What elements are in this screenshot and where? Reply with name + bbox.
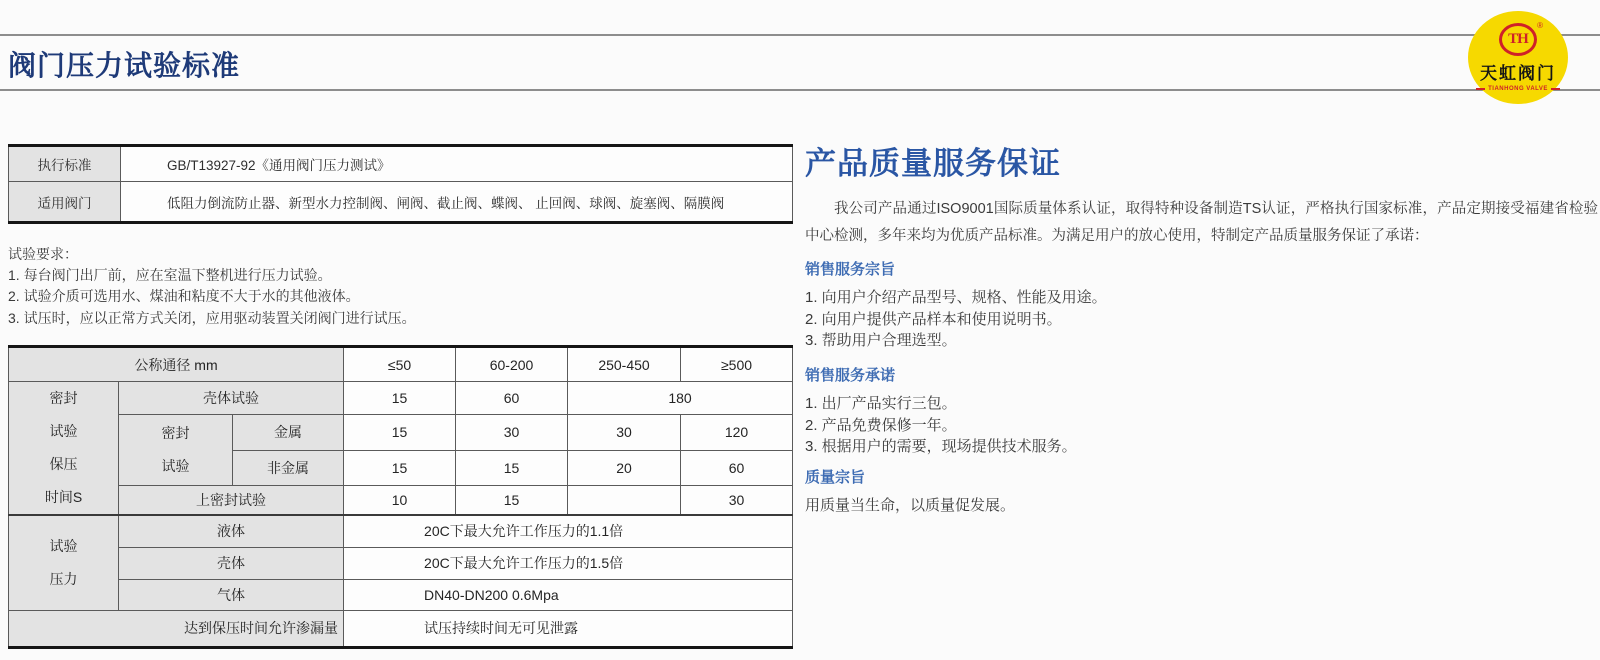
dash-icon [1476,88,1485,90]
table-row [9,382,793,415]
leakage-allowance-label: 达到保压时间允许渗漏量 [9,610,344,647]
nonmetal-value: 60 [681,450,793,485]
table-row [9,182,793,223]
liquid-label: 液体 [119,515,344,547]
section-heading: 销售服务承诺 [805,367,896,384]
table-row [9,515,793,547]
logo-subtitle-row [1476,86,1560,92]
quality-section-title: 产品质量服务保证 [805,146,1061,181]
shell-test-value-merged: 180 [568,382,793,415]
service-item: 3. 根据用户的需要，现场提供技术服务。 [805,438,1077,455]
service-item: 1. 向用户介绍产品型号、规格、性能及用途。 [805,289,1107,306]
nonmetal-value: 20 [568,450,681,485]
execution-standard-value: GB/T13927-92《通用阀门压力测试》 [121,146,793,182]
upper-seal-value: 10 [344,485,456,515]
shell-test-value: 15 [344,382,456,415]
table-row [9,610,793,647]
nonmetal-label: 非金属 [233,450,344,485]
registered-trademark-icon: ® [1537,21,1543,30]
section-heading: 销售服务宗旨 [805,261,896,278]
group-label-line: 试验 [49,423,78,439]
nominal-diameter-header-cell: 公称通径 mm [9,347,344,382]
nonmetal-value: 15 [456,450,568,485]
group-label-line: 试验 [161,457,190,474]
table-row [9,579,793,610]
shell-pressure-value: 20C下最大允许工作压力的1.5倍 [344,547,793,579]
test-requirements-heading: 试验要求： [8,246,78,262]
requirement-item: 2. 试验介质可选用水、煤油和粘度不大于水的其他液体。 [8,288,360,304]
seal-test-sublabel [119,415,233,486]
table-row [9,485,793,515]
diameter-col-header: 250-450 [568,347,681,382]
test-requirements [8,245,416,329]
requirement-item: 1. 每台阀门出厂前，应在室温下整机进行压力试验。 [8,266,332,283]
gas-label: 气体 [119,579,344,610]
seal-test-duration-group-label [9,382,119,516]
logo-subtitle: TIANHONG VALVE [1488,86,1548,92]
liquid-value: 20C下最大允许工作压力的1.1倍 [344,515,793,547]
execution-standard-label: 执行标准 [9,146,121,182]
sales-service-purpose-section [805,258,1505,352]
quality-purpose-section [805,466,1505,517]
applicable-valves-label: 适用阀门 [9,182,121,223]
logo-name: 天虹阀门 [1480,64,1556,83]
metal-value: 15 [344,415,456,451]
shell-test-value: 60 [456,382,568,415]
diameter-col-header: ≥500 [681,347,793,382]
diameter-col-header: 60-200 [456,347,568,382]
group-label-line: 试验 [49,537,78,554]
th-monogram: TH [1508,31,1528,47]
service-item: 2. 向用户提供产品样本和使用说明书。 [805,310,1062,328]
service-item: 2. 产品免费保修一年。 [805,416,957,434]
dash-icon [1551,88,1560,90]
requirement-item: 3. 试压时，应以正常方式关闭，应用驱动装置关闭阀门进行试压。 [8,309,416,326]
metal-value: 120 [681,415,793,451]
header-rule-top [0,34,1600,36]
group-label-line: 压力 [49,570,78,587]
service-item: 3. 帮助用户合理选型。 [805,332,957,349]
test-pressure-group-label [9,515,119,610]
service-item: 1. 出厂产品实行三包。 [805,395,957,412]
metal-value: 30 [568,415,681,451]
sales-service-commitment-section [805,364,1505,458]
shell-pressure-label: 壳体 [119,547,344,579]
table-row [9,347,793,382]
nonmetal-value: 15 [344,450,456,485]
quality-intro-paragraph: 我公司产品通过ISO9001国际质量体系认证，取得特种设备制造TS认证，严格执行国家标准，产品定期接受福建省检验中心检测，多年来均为优质产品标准。为满足用户的放心使用，特制定产品质量服务保证了承诺： [805,201,1598,244]
upper-seal-value-empty [568,485,681,515]
metal-label: 金属 [233,415,344,451]
table-row [9,415,793,451]
applicable-valves-value: 低阻力倒流防止器、新型水力控制阀、闸阀、截止阀、蝶阀、 止回阀、球阀、旋塞阀、隔膜阀 [121,182,793,223]
table-row [9,146,793,182]
leakage-allowance-value: 试压持续时间无可见泄露 [344,610,793,647]
gas-value: DN40-DN200 0.6Mpa [344,579,793,610]
upper-seal-test-label: 上密封试验 [119,485,344,515]
header-rule-bottom [0,89,1600,91]
upper-seal-value: 15 [456,485,568,515]
group-label-line: 密封 [49,390,78,406]
upper-seal-value: 30 [681,485,793,515]
th-emblem-icon [1499,21,1543,56]
section-heading: 质量宗旨 [805,469,866,486]
group-label-line: 密封 [161,424,190,441]
tianhong-valve-logo [1468,11,1568,104]
service-item: 用质量当生命，以质量促发展。 [805,497,1016,514]
table-row [9,547,793,579]
metal-value: 30 [456,415,568,451]
group-label-line: 时间S [44,489,83,505]
page-title: 阀门压力试验标准 [8,50,241,81]
group-label-line: 保压 [49,456,78,472]
diameter-col-header: ≤50 [344,347,456,382]
shell-test-label: 壳体试验 [119,382,344,415]
pressure-test-table [8,345,793,649]
standards-table [8,144,793,224]
